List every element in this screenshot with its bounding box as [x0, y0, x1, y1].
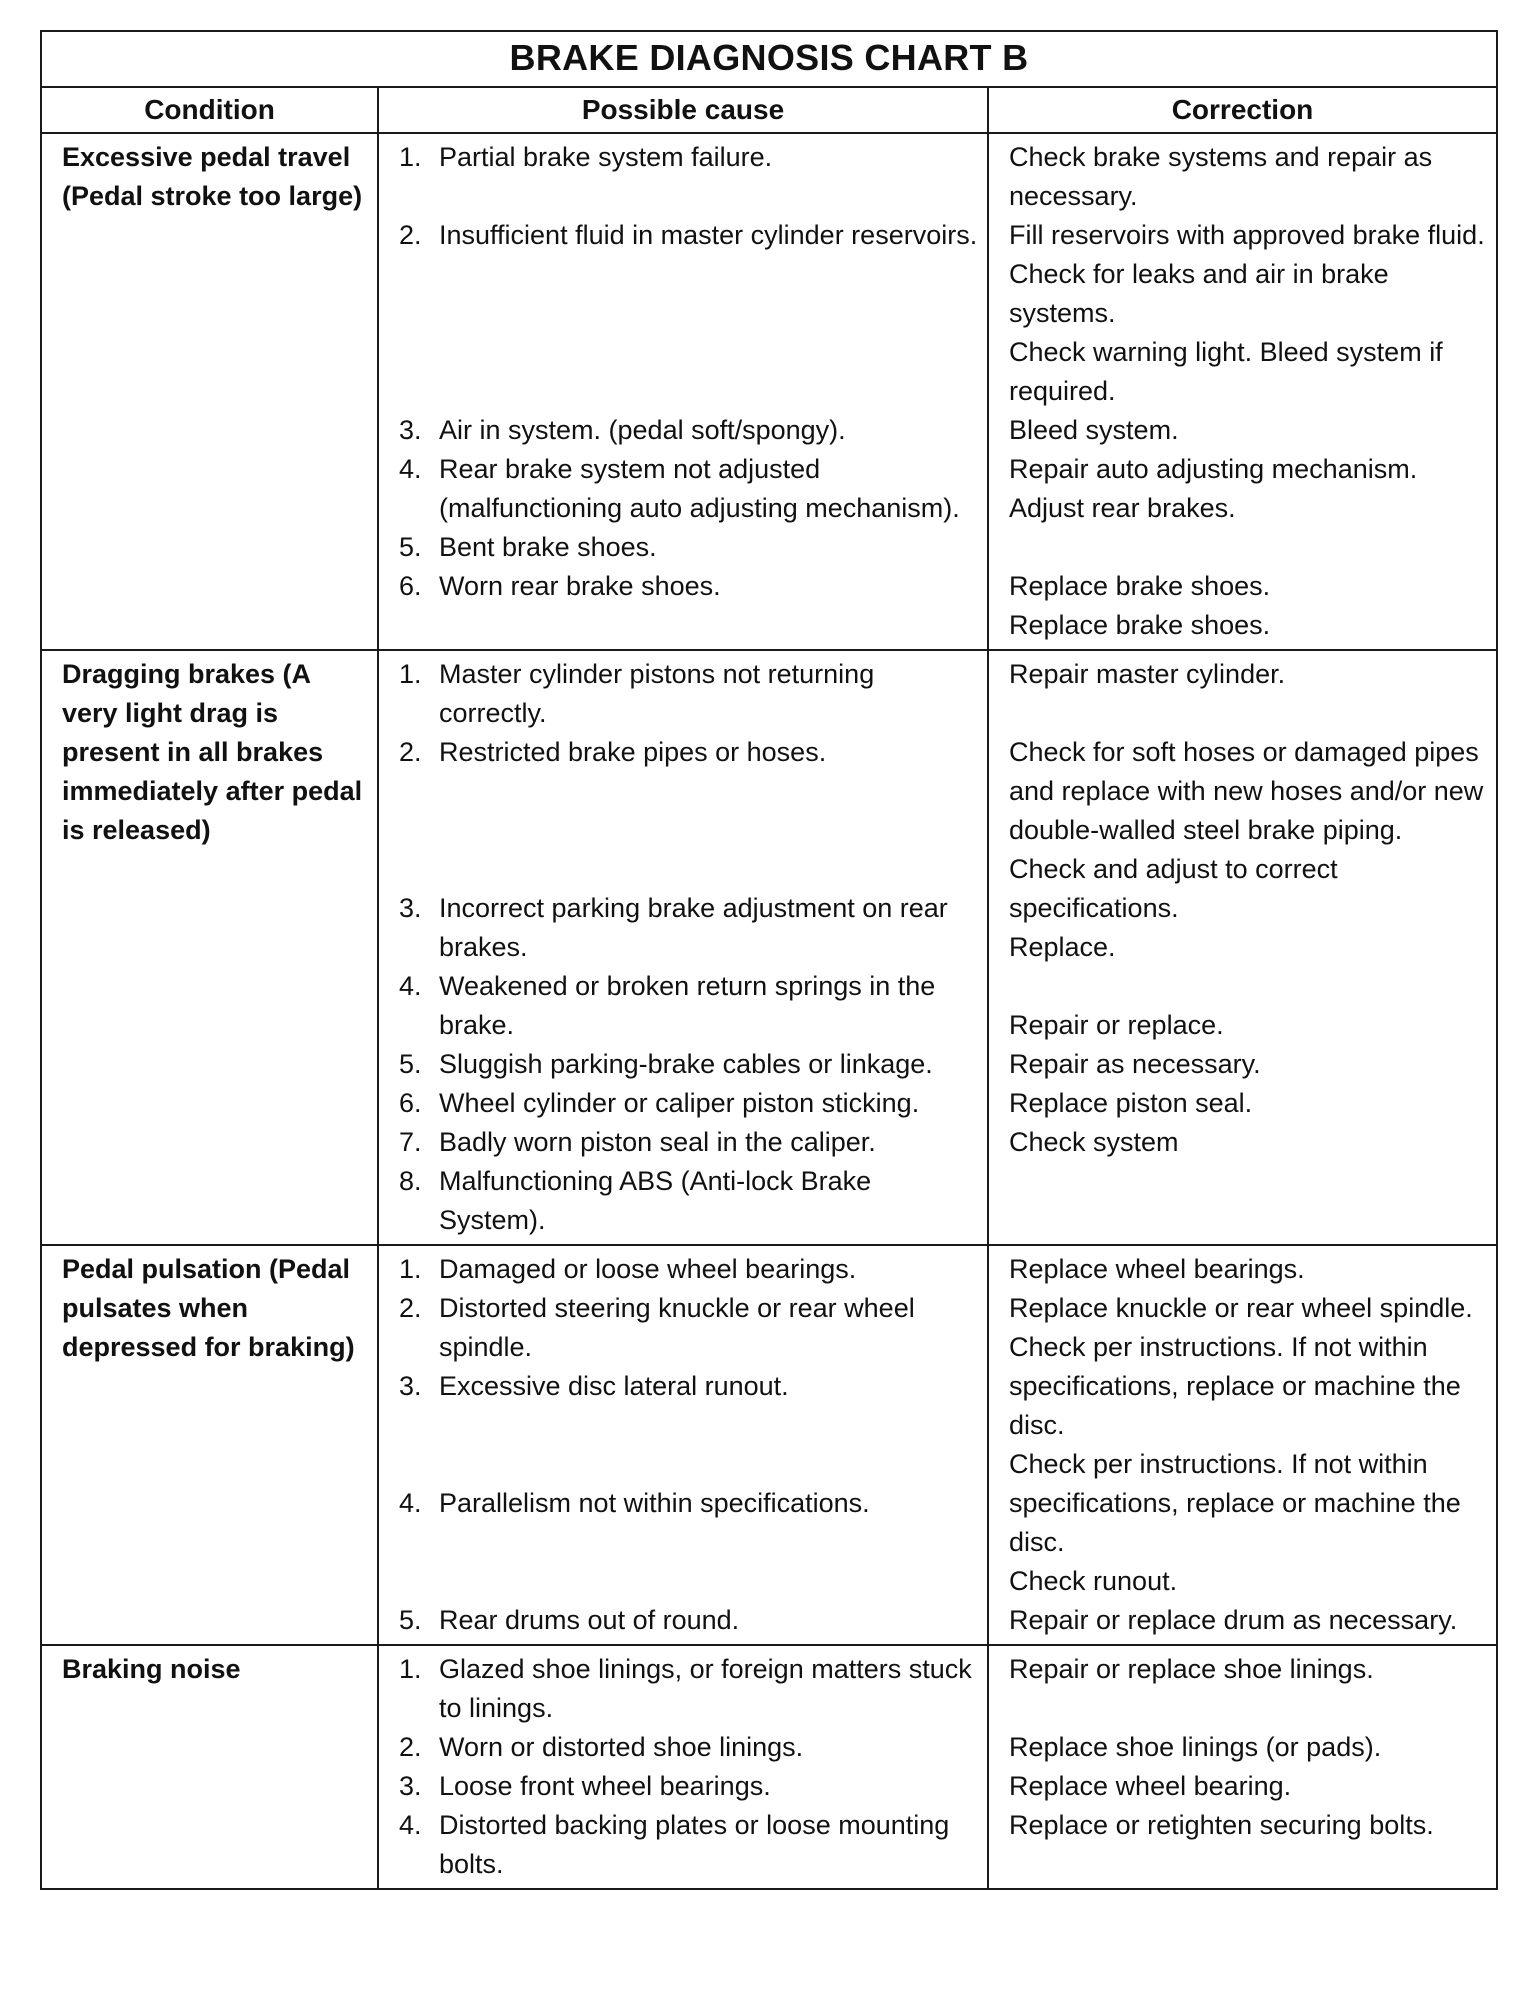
cause-item: 1. Master cylinder pistons not returning correctly. [399, 659, 875, 728]
cause-cell [378, 133, 988, 650]
correction-item: Adjust rear brakes. [1009, 493, 1236, 523]
correction-item: Check warning light. Bleed system if required. [1009, 337, 1443, 406]
correction-cell [988, 1645, 1496, 1888]
cause-item: 1. Glazed shoe linings, or foreign matters stuck to linings. [399, 1654, 972, 1723]
correction-item: Repair master cylinder. [1009, 659, 1286, 689]
cause-item: 4. Parallelism not within specifications. [399, 1488, 870, 1518]
cause-item: 6. Worn rear brake shoes. [399, 571, 721, 601]
correction-item: Check per instructions. If not within specifications, replace or machine the disc. [1009, 1449, 1461, 1557]
cause-item: 2. Distorted steering knuckle or rear wheel spindle. [399, 1293, 915, 1362]
correction-cell [988, 1245, 1496, 1645]
cause-item: 7. Badly worn piston seal in the caliper. [399, 1127, 876, 1157]
condition-cell: Dragging brakes (A very light drag is present in all brakes immediately after pedal is released) [42, 650, 378, 1245]
correction-item: Fill reservoirs with approved brake fluid. [1009, 220, 1485, 250]
cause-item: 5. Rear drums out of round. [399, 1605, 740, 1635]
table-row [42, 1645, 1496, 1888]
correction-item: Repair auto adjusting mechanism. [1009, 454, 1418, 484]
correction-item: Repair or replace. [1009, 1010, 1224, 1040]
header-condition: Condition [42, 88, 378, 133]
cause-item: 3. Air in system. (pedal soft/spongy). [399, 415, 846, 445]
correction-item: Check brake systems and repair as necessary. [1009, 142, 1433, 211]
cause-item: 3. Excessive disc lateral runout. [399, 1371, 789, 1401]
table-row [42, 1245, 1496, 1645]
correction-item: Check for soft hoses or damaged pipes and replace with new hoses and/or new double-walled steel brake piping. [1009, 737, 1484, 845]
correction-item: Check for leaks and air in brake systems. [1009, 259, 1389, 328]
correction-item: Repair or replace drum as necessary. [1009, 1605, 1458, 1635]
cause-item: 1. Damaged or loose wheel bearings. [399, 1254, 857, 1284]
cause-item: 2. Restricted brake pipes or hoses. [399, 737, 827, 767]
cause-item: 4. Weakened or broken return springs in the brake. [399, 971, 936, 1040]
correction-item: Replace brake shoes. [1009, 571, 1271, 601]
cause-item: 3. Loose front wheel bearings. [399, 1771, 771, 1801]
cause-item: 4. Rear brake system not adjusted (malfunctioning auto adjusting mechanism). [399, 454, 960, 523]
cause-item: 1. Partial brake system failure. [399, 142, 773, 172]
diagnosis-table [42, 88, 1496, 1888]
correction-item: Replace knuckle or rear wheel spindle. [1009, 1293, 1473, 1323]
correction-item: Replace piston seal. [1009, 1088, 1253, 1118]
correction-item: Check runout. [1009, 1566, 1178, 1596]
correction-item: Replace or retighten securing bolts. [1009, 1810, 1434, 1840]
cause-item: 2. Worn or distorted shoe linings. [399, 1732, 804, 1762]
cause-item: 5. Bent brake shoes. [399, 532, 657, 562]
correction-item: Repair as necessary. [1009, 1049, 1261, 1079]
correction-item: Replace shoe linings (or pads). [1009, 1732, 1382, 1762]
cause-item: 4. Distorted backing plates or loose mounting bolts. [399, 1810, 950, 1879]
header-row [42, 88, 1496, 133]
cause-item: 8. Malfunctioning ABS (Anti-lock Brake System). [399, 1166, 872, 1235]
correction-item: Replace wheel bearings. [1009, 1254, 1305, 1284]
cause-cell [378, 650, 988, 1245]
correction-item: Check per instructions. If not within specifications, replace or machine the disc. [1009, 1332, 1461, 1440]
cause-cell [378, 1245, 988, 1645]
correction-item: Replace brake shoes. [1009, 610, 1271, 640]
correction-item: Repair or replace shoe linings. [1009, 1654, 1374, 1684]
table-row [42, 650, 1496, 1245]
chart-title: BRAKE DIAGNOSIS CHART B [42, 32, 1496, 88]
table-row [42, 133, 1496, 650]
correction-item: Replace wheel bearing. [1009, 1771, 1292, 1801]
correction-item: Check and adjust to correct specifications. [1009, 854, 1338, 923]
cause-cell [378, 1645, 988, 1888]
cause-item: 2. Insufficient fluid in master cylinder reservoirs. [399, 220, 978, 250]
correction-cell [988, 650, 1496, 1245]
header-correction: Correction [988, 88, 1496, 133]
cause-item: 3. Incorrect parking brake adjustment on rear brakes. [399, 893, 948, 962]
condition-cell: Excessive pedal travel (Pedal stroke too large) [42, 133, 378, 650]
cause-item: 6. Wheel cylinder or caliper piston sticking. [399, 1088, 920, 1118]
correction-item: Replace. [1009, 932, 1116, 962]
condition-cell: Pedal pulsation (Pedal pulsates when depressed for braking) [42, 1245, 378, 1645]
correction-item: Check system [1009, 1127, 1179, 1157]
correction-item: Bleed system. [1009, 415, 1179, 445]
cause-item: 5. Sluggish parking-brake cables or linkage. [399, 1049, 933, 1079]
header-possible-cause: Possible cause [378, 88, 988, 133]
condition-cell: Braking noise [42, 1645, 378, 1888]
correction-cell [988, 133, 1496, 650]
brake-diagnosis-chart [40, 30, 1498, 1890]
